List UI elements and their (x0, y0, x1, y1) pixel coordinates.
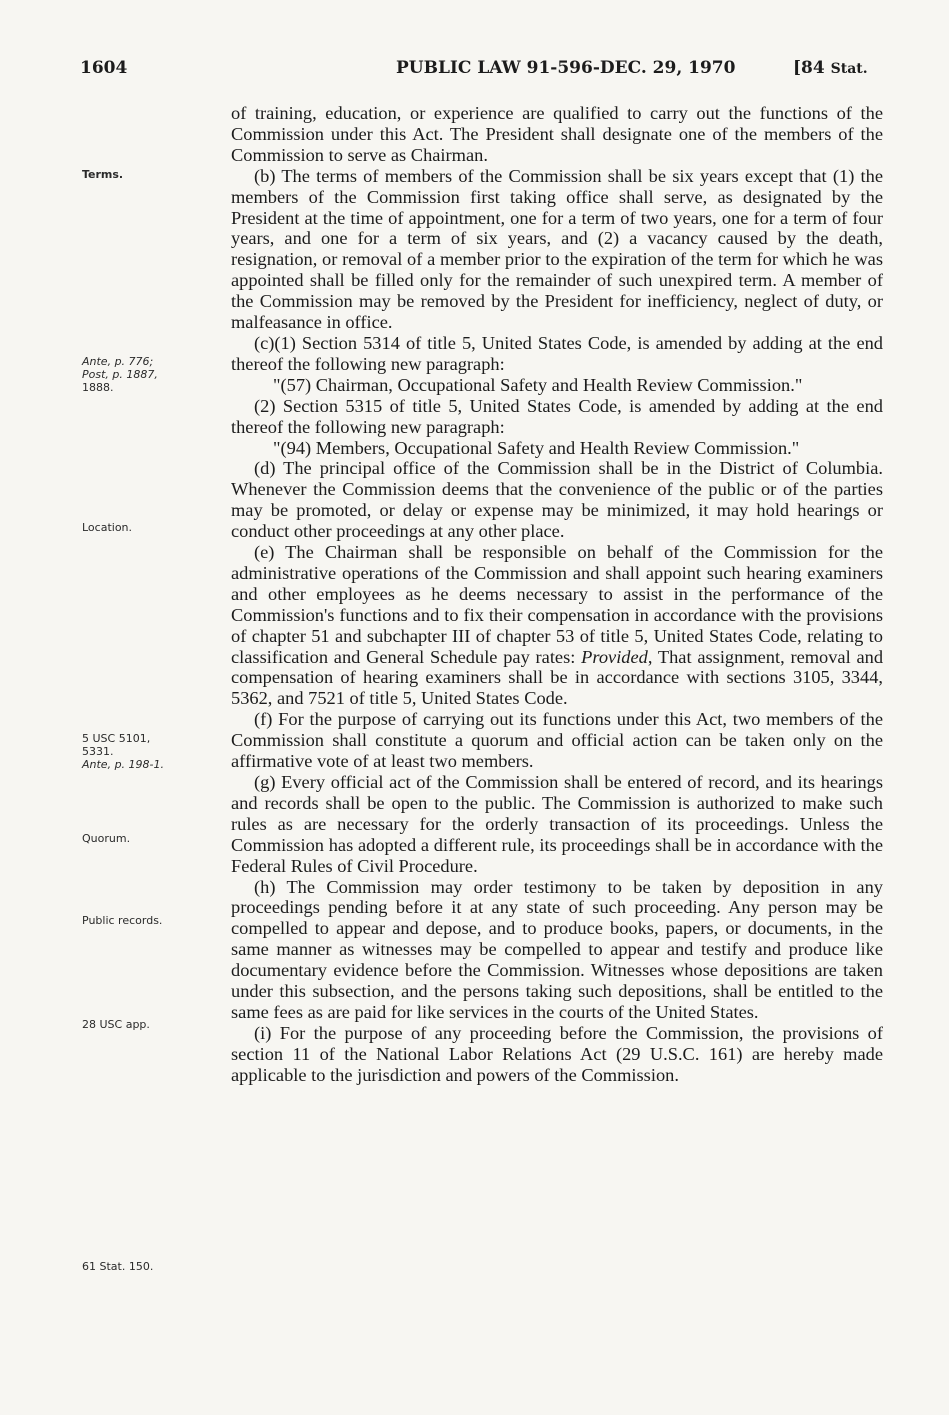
provided-italic: Provided (581, 646, 648, 667)
margin-note-public-records: Public records. (82, 914, 163, 927)
margin-note-line (82, 355, 210, 368)
page-header (0, 58, 949, 88)
paragraph-d: (d) The principal office of the Commission shall be in the District of Columbia. Whenever the Commission deems that the convenience of the public or of the parties may be promoted, or delay or expense may be minimized, it may hold hearings or conduct other proceedings at any other place. (231, 458, 883, 542)
paragraph-c1: (c)(1) Section 5314 of title 5, United States Code, is amended by adding at the end thereof the following new paragraph: (231, 332, 883, 374)
stat-word: Stat. (830, 61, 868, 77)
paragraph-e-text: (e) The Chairman shall be responsible on behalf of the Commission for the administrative operations of the Commission and shall appoint such hearing examiners and other employees as he deems necessary to assist in the performance of the Commission's functions and to fix their compensation in accordance with the provisions of chapter 51 and subchapter III of chapter 53 of title 5, United States Code, relating to classification and General Schedule pay rates: (231, 542, 883, 667)
paragraph-b: (b) The terms of members of the Commission shall be six years except that (1) the members of the Commission first taking office shall serve, as designated by the President at the time of appointment, one for a term of two years, one for a term of four years, and one for a term of six years, and (2) a vacancy caused by the death, resignation, or removal of a member prior to the expiration of the term for which he was appointed shall be filled only for the remainder of such unexpired term. A member of the Commission may be removed by the President for inefficiency, neglect of duty, or malfeasance in office. (231, 165, 883, 333)
margin-note-line (82, 758, 210, 771)
margin-note-location: Location. (82, 521, 133, 534)
margin-note-line: 5 USC 5101, (82, 732, 151, 745)
margin-note-quorum: Quorum. (82, 832, 131, 845)
margin-note-line: 1888. (82, 381, 114, 394)
post-1887: Post, p. 1887, (82, 368, 158, 381)
paragraph-e-proviso: , That assignment, removal and compensation of hearing examiners shall be in accordance with sections 3105, 3344, 5362, and 7521 of title 5, United States Code. (231, 646, 884, 709)
paragraph-g: (g) Every official act of the Commission shall be entered of record, and its hearings and records shall be open to the public. The Commission is authorized to make such rules as are necessary for the orderly transaction of its proceedings. Unless the Commission has adopted a different rule, its proceedings shall be in accordance with the Federal Rules of Civil Procedure. (231, 772, 883, 876)
ante-198: Ante, p. 198-1. (82, 758, 165, 771)
margin-note-terms: Terms. (82, 168, 124, 181)
stat-prefix: [84 (793, 58, 831, 78)
margin-note-28usc: 28 USC app. (82, 1018, 150, 1031)
margin-note-5usc (82, 732, 210, 771)
margin-note-line (82, 368, 210, 381)
paragraph-intro: of training, education, or experience are qualified to carry out the functions of the Commission under this Act. The President shall designate one of the members of the Commission to serve as Chairman. (231, 103, 883, 165)
paragraph-c2: (2) Section 5315 of title 5, United States Code, is amended by adding at the end thereof the following new paragraph: (231, 395, 883, 437)
paragraph-i: (i) For the purpose of any proceeding before the Commission, the provisions of section 11 of the National Labor Relations Act (29 U.S.C. 161) are hereby made applicable to the jurisdiction and powers of the Commission. (231, 1022, 883, 1085)
paragraph-f: (f) For the purpose of carrying out its functions under this Act, two members of the Commission shall constitute a quorum and official action can be taken only on the affirmative vote of at least two members. (231, 709, 883, 772)
margin-note-ante-776 (82, 355, 210, 394)
ante-776: Ante, p. 776; (82, 355, 154, 368)
paragraph-h: (h) The Commission may order testimony to be taken by deposition in any proceedings pending before it at any state of such proceeding. Any person may be compelled to appear and depose, and to produce books, papers, or documents, in the same manner as witnesses may be compelled to appear and testify and produce like documentary evidence before the Commission. Witnesses whose depositions are taken under this subsection, and the persons taking such depositions, shall be entitled to the same fees as are paid for like services in the courts of the United States. (231, 876, 883, 1022)
quote-94: "(94) Members, Occupational Safety and Health Review Commission." (273, 437, 800, 458)
margin-note-line: 5331. (82, 745, 114, 758)
quote-57: "(57) Chairman, Occupational Safety and Health Review Commission." (273, 374, 803, 395)
paragraph-e (231, 542, 883, 709)
margin-note-61stat: 61 Stat. 150. (82, 1260, 154, 1273)
header-title: PUBLIC LAW 91-596-DEC. 29, 1970 (396, 58, 736, 78)
page-number: 1604 (80, 58, 128, 78)
statute-body (231, 103, 883, 1086)
statute-reference (793, 58, 868, 78)
